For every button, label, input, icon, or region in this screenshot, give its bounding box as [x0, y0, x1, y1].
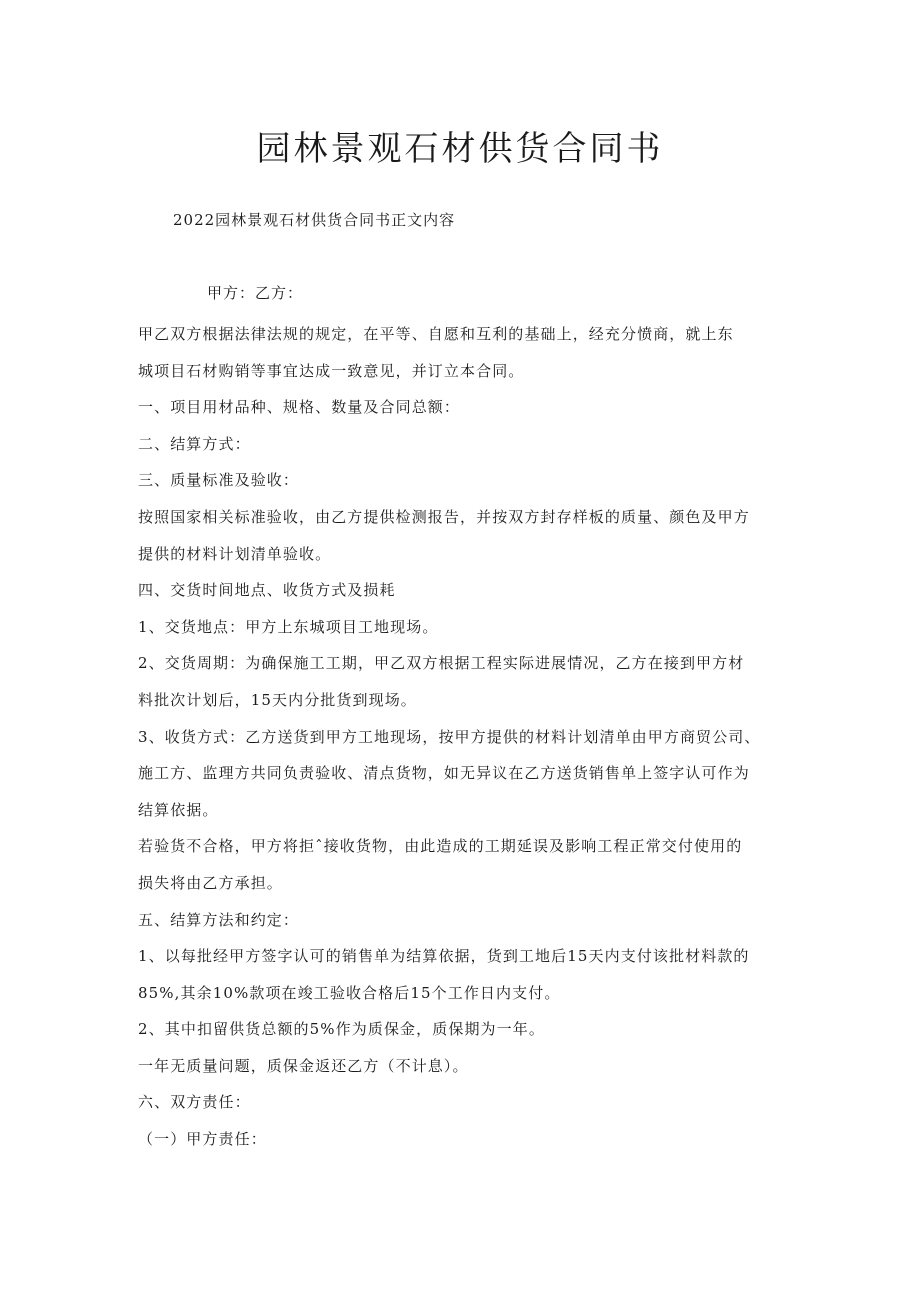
body-line: 甲乙双方根据法律法规的规定，在平等、自愿和互利的基础上，经充分愤商，就上东	[138, 325, 734, 343]
body-line: 85%,其余10%款项在竣工验收合格后15个工作日内支付。	[138, 983, 561, 1002]
body-line: 按照国家相关标准验收，由乙方提供检测报告，并按双方封存样板的质量、颜色及甲方	[138, 507, 750, 526]
subsection-heading: （一）甲方责任：	[138, 1130, 267, 1149]
body-line: 提供的材料计划清单验收。	[138, 544, 332, 563]
parties-line: 甲方：乙方：	[207, 284, 304, 302]
section-heading-4: 四、交货时间地点、收货方式及损耗	[138, 581, 396, 600]
section-heading-5: 五、结算方法和约定：	[138, 910, 300, 929]
body-line: 结算依据。	[138, 800, 219, 819]
body-line: 施工方、监理方共同负责验收、清点货物，如无异议在乙方送货销售单上签字认可作为	[138, 764, 750, 783]
body-line: 城项目石材购销等事宜达成一致意见，并订立本合同。	[138, 361, 525, 380]
body-line: 一年无质量问题，质保金返还乙方（不计息）。	[138, 1056, 469, 1075]
document-subtitle: 2022园林景观石材供货合同书正文内容	[173, 211, 456, 229]
body-line: 2、其中扣留供货总额的5%作为质保金，质保期为一年。	[138, 1020, 545, 1039]
body-line: 2、交货周期：为确保施工工期，甲乙双方根据工程实际进展情况，乙方在接到甲方材	[138, 654, 745, 673]
body-line: 1、以每批经甲方签字认可的销售单为结算依据，货到工地后15天内支付该批材料款的	[138, 947, 750, 966]
body-line: 料批次计划后，15天内分批货到现场。	[138, 690, 417, 709]
section-heading-3: 三、质量标准及验收：	[138, 471, 300, 490]
document-title: 园林景观石材供货合同书	[256, 129, 664, 169]
contract-body	[138, 316, 788, 1158]
body-line: 若验货不合格，甲方将拒ˆ接收货物，由此造成的工期延误及影响工程正常交付使用的	[138, 837, 743, 856]
section-heading-1: 一、项目用材品种、规格、数量及合同总额：	[138, 398, 461, 417]
section-heading-2: 二、结算方式：	[138, 434, 251, 453]
section-heading-6: 六、双方责任：	[138, 1093, 251, 1112]
body-line: 损失将由乙方承担。	[138, 873, 283, 892]
body-line: 3、收货方式：乙方送货到甲方工地现场，按甲方提供的材料计划清单由甲方商贸公司、	[138, 727, 761, 746]
body-line: 1、交货地点：甲方上东城项目工地现场。	[138, 617, 439, 636]
